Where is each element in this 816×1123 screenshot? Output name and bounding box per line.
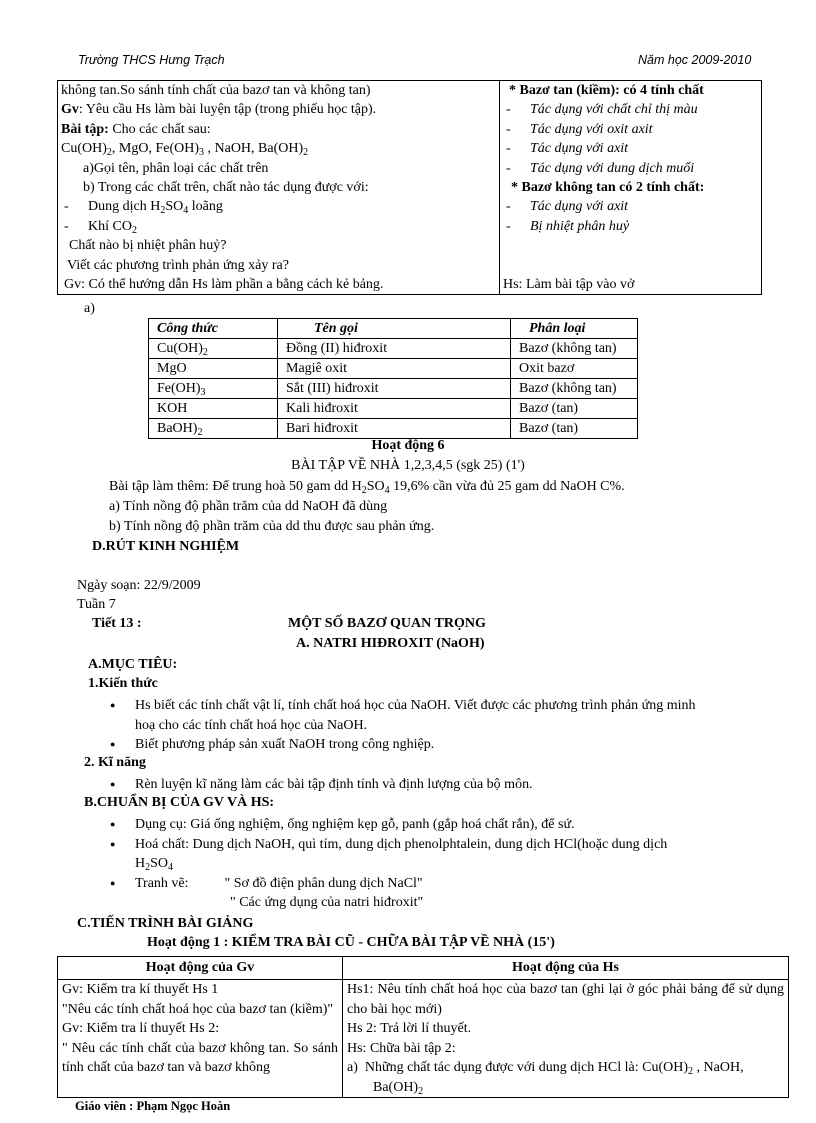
lesson-number: Tiết 13 : bbox=[92, 616, 142, 631]
text-line: Viết các phương trình phản ứng xảy ra? bbox=[67, 257, 289, 273]
lesson-title: MỘT SỐ BAZƠ QUAN TRỌNG bbox=[288, 616, 486, 631]
table-row: KOH Kali hiđroxit Bazơ (tan) bbox=[149, 399, 638, 419]
prep-date: Ngày soạn: 22/9/2009 bbox=[77, 578, 201, 593]
skills-heading: 2. Kĩ năng bbox=[84, 755, 146, 770]
list-item: - Tác dụng với axit bbox=[506, 199, 629, 215]
text-line: * Bazơ tan (kiềm): có 4 tính chất bbox=[509, 83, 704, 98]
list-item: - Tác dụng với chất chỉ thị màu bbox=[506, 102, 698, 118]
table-row: $Cu(OH)_2$ Đồng (II) hiđroxit Bazơ (không tan) bbox=[149, 339, 638, 359]
list-item: ● Hs biết các tính chất vật lí, tính chất hoá học của NaOH. Viết được các phương trình phản ứng minh hoạ cho các tính chất hoá học của NaOH. bbox=[88, 696, 788, 735]
list-item: - Khí $CO_2$ bbox=[64, 218, 137, 236]
list-item: ● Dụng cụ: Giá ống nghiệm, ống nghiệm kẹp gỗ, panh (gắp hoá chất rắn), để sứ. bbox=[88, 815, 788, 835]
text-line: Chất nào bị nhiệt phân huỷ? bbox=[69, 238, 227, 254]
section-c-heading: C.TIẾN TRÌNH BÀI GIẢNG bbox=[77, 916, 254, 931]
list-item: ● Tranh vẽ: " Sơ đồ điện phân dung dịch NaCl" bbox=[88, 874, 788, 894]
answer-a: a) Những chất tác dụng được với dung dịch HCl là: $Cu(OH)_2$ , NaOH, $Ba(OH)_2$ bbox=[347, 1060, 744, 1097]
prep-list bbox=[88, 815, 788, 913]
school-name: Trường THCS Hưng Trạch bbox=[78, 53, 225, 67]
top-left-cell bbox=[58, 81, 500, 295]
text-line: * Bazơ không tan có 2 tính chất: bbox=[511, 179, 705, 195]
compound-table bbox=[148, 318, 638, 439]
section-b-heading: B.CHUẨN BỊ CỦA GV VÀ HS: bbox=[84, 795, 275, 810]
list-item: - Tác dụng với axit bbox=[506, 141, 629, 157]
knowledge-heading: 1.Kiến thức bbox=[88, 676, 158, 691]
part-a-label: a) bbox=[84, 301, 95, 316]
column-header: Hoạt động của Hs bbox=[343, 957, 789, 980]
gv-cell: Gv: Kiểm tra kí thuyết Hs 1 "Nêu các tính chất hoá học của bazơ tan (kiềm)" Gv: Kiểm tra lí thuyết Hs 2: " Nêu các tính chất của bazơ không tan. So sánh tính chất của bazơ tan và bazơ không bbox=[58, 980, 343, 1098]
text-line: Gv: Có thể hướng dẫn Hs làm phần a bằng cách kẻ bảng. bbox=[64, 276, 384, 292]
list-item: " Các ứng dụng của natri hiđroxit" bbox=[230, 895, 424, 910]
table-row: $BaOH)_2$ Bari hiđroxit Bazơ (tan) bbox=[149, 419, 638, 439]
text-line: b) Trong các chất trên, chất nào tác dụng được với: bbox=[83, 179, 369, 195]
section-a-heading: A.MỤC TIÊU: bbox=[88, 657, 178, 672]
extra-exercise-b: b) Tính nồng độ phần trăm của dd thu được sau phản ứng. bbox=[109, 519, 435, 534]
text-line: a)Gọi tên, phân loại các chất trên bbox=[83, 160, 269, 176]
extra-exercise: Bài tập làm thêm: Để trung hoà 50 gam dd $H_2SO_4$ 19,6% cần vừa đủ 25 gam dd NaOH C%. bbox=[109, 479, 625, 496]
top-table bbox=[57, 80, 762, 295]
text-line: Hs: Làm bài tập vào vở bbox=[503, 276, 635, 292]
column-header: Hoạt động của Gv bbox=[58, 957, 343, 980]
table-row bbox=[58, 980, 789, 1098]
section-d-heading: D.RÚT KINH NGHIỆM bbox=[92, 539, 240, 554]
extra-exercise-a: a) Tính nồng độ phần trăm của dd NaOH đã dùng bbox=[109, 499, 388, 514]
lesson-subtitle: A. NATRI HIĐROXIT (NaOH) bbox=[296, 636, 485, 651]
week: Tuần 7 bbox=[77, 597, 116, 612]
table-row: $Fe(OH)_3$ Sắt (III) hiđroxit Bazơ (không tan) bbox=[149, 379, 638, 399]
teacher-footer: Giáo viên : Phạm Ngọc Hoàn bbox=[75, 1099, 231, 1113]
top-right-cell bbox=[500, 81, 762, 295]
list-item: ● Rèn luyện kĩ năng làm các bài tập định tính và định lượng của bộ môn. bbox=[88, 775, 788, 795]
knowledge-list bbox=[88, 696, 788, 755]
exercise-heading: Bài tập: Cho các chất sau: bbox=[61, 121, 211, 137]
activity6-title: Hoạt động 6 bbox=[371, 438, 445, 453]
list-item: - Tác dụng với dung dịch muối bbox=[506, 160, 695, 176]
hs-cell: Hs1: Nêu tính chất hoá học của bazơ tan (ghi lại ở góc phải bảng để sử dụng cho bài học mới) Hs 2: Trả lời lí thuyết. Hs: Chữa bài tập 2: a) Những chất tác dụng được với dung dịch HCl là: $Cu(OH)_2$ , NaOH, $Ba(OH)_2$ bbox=[343, 980, 789, 1098]
list-item: - Bị nhiệt phân huỷ bbox=[506, 218, 630, 234]
homework-line: BÀI TẬP VỀ NHÀ 1,2,3,4,5 (sgk 25) (1') bbox=[291, 458, 525, 473]
table-row: MgO Magiê oxit Oxit bazơ bbox=[149, 359, 638, 379]
column-header: Phân loại bbox=[511, 319, 638, 339]
activity1-title: Hoạt động 1 : KIỂM TRA BÀI CŨ - CHỮA BÀI TẬP VỀ NHÀ (15') bbox=[147, 935, 555, 950]
compound-list: $Cu(OH)_2$, MgO, $Fe(OH)_3$ , NaOH, $Ba(OH)_2$ bbox=[61, 141, 309, 159]
column-header: Tên gọi bbox=[278, 319, 511, 339]
text-line: không tan.So sánh tính chất của bazơ tan và không tan) bbox=[61, 83, 371, 98]
list-item: - Dung dịch $H_2SO_4$ loãng bbox=[64, 199, 223, 217]
list-item: ● Biết phương pháp sản xuất NaOH trong công nghiệp. bbox=[88, 735, 788, 755]
school-year: Năm học 2009-2010 bbox=[638, 53, 752, 67]
column-header: Công thức bbox=[149, 319, 278, 339]
activity1-table bbox=[57, 956, 789, 1098]
list-item: - Tác dụng với oxit axit bbox=[506, 121, 653, 137]
list-item: ● Hoá chất: Dung dịch NaOH, quì tím, dung dịch phenolphtalein, dung dịch HCl(hoặc dung dịch $H_2SO_4$ bbox=[88, 835, 788, 874]
skills-list bbox=[88, 775, 788, 795]
gv-instruction: Yêu cầu Hs làm bài luyện tập (trong phiếu học tập). bbox=[85, 102, 377, 118]
text-line: Gv: Yêu cầu Hs làm bài luyện tập (trong phiếu học tập). bbox=[61, 102, 377, 118]
